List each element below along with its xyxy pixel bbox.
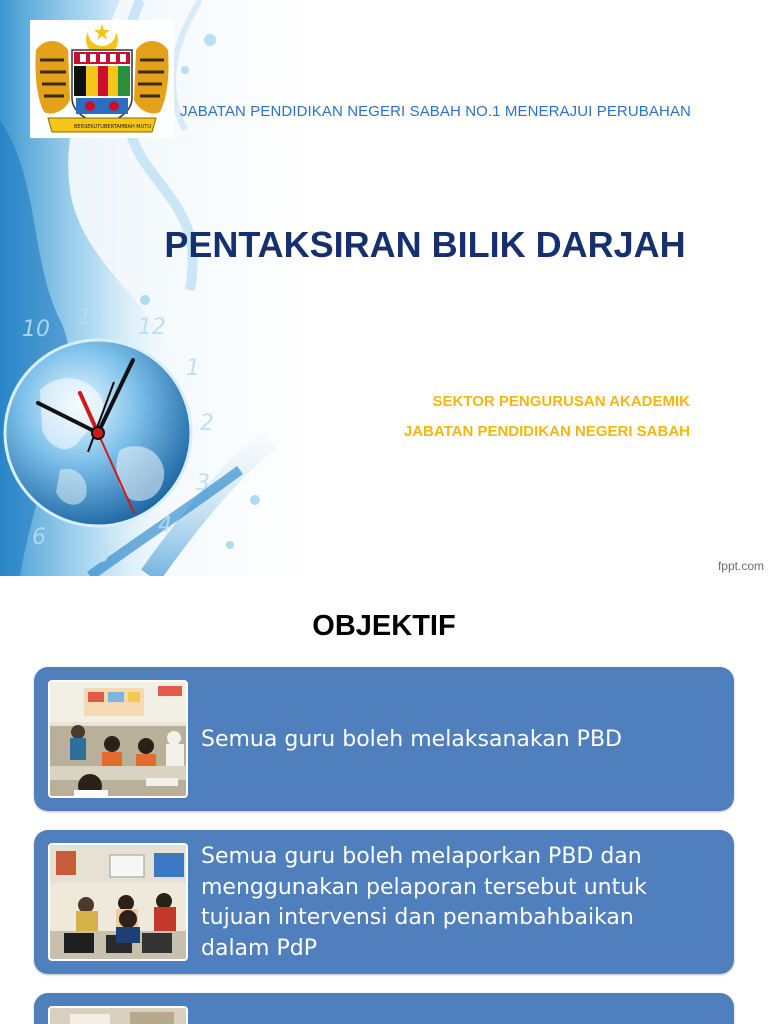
objective-card-1 bbox=[34, 667, 734, 811]
svg-text:4: 4 bbox=[158, 513, 172, 538]
coat-of-arms-logo bbox=[30, 20, 174, 138]
svg-text:12: 12 bbox=[138, 315, 166, 340]
department-tagline: JABATAN PENDIDIKAN NEGERI SABAH NO.1 MENERAJUI PERUBAHAN bbox=[180, 103, 691, 120]
objective-photo-3 bbox=[48, 1006, 188, 1024]
svg-text:3: 3 bbox=[196, 471, 210, 496]
objectives-slide bbox=[0, 576, 768, 1024]
section-heading: OBJEKTIF bbox=[312, 610, 456, 642]
crest-motto-left: BERSEKUTU bbox=[74, 124, 104, 130]
svg-text:5: 5 bbox=[96, 543, 110, 568]
objective-card-3 bbox=[34, 993, 734, 1024]
svg-text:11: 11 bbox=[78, 305, 106, 330]
watermark-text: fppt.com bbox=[717, 559, 764, 573]
svg-text:10: 10 bbox=[22, 317, 50, 342]
objective-photo-2 bbox=[48, 843, 188, 961]
svg-text:2: 2 bbox=[200, 411, 214, 436]
objective-text-2: Semua guru boleh melaporkan PBD dan menggunakan pelaporan tersebut untuk tujuan intervensi dan penambahbaikan dalam PdP bbox=[201, 844, 647, 961]
subtitle-department: JABATAN PENDIDIKAN NEGERI SABAH bbox=[403, 423, 690, 440]
objective-card-2 bbox=[34, 830, 734, 974]
crest-motto-right: BERTAMBAH MUTU bbox=[104, 124, 151, 130]
objective-text-1: Semua guru boleh melaksanakan PBD bbox=[201, 727, 622, 752]
subtitle-sector: SEKTOR PENGURUSAN AKADEMIK bbox=[432, 393, 690, 410]
slide-title: PENTAKSIRAN BILIK DARJAH bbox=[164, 224, 686, 265]
globe-clock-illustration bbox=[0, 300, 250, 576]
objective-photo-1 bbox=[48, 680, 188, 798]
svg-text:6: 6 bbox=[32, 525, 46, 550]
svg-text:1: 1 bbox=[186, 356, 200, 381]
